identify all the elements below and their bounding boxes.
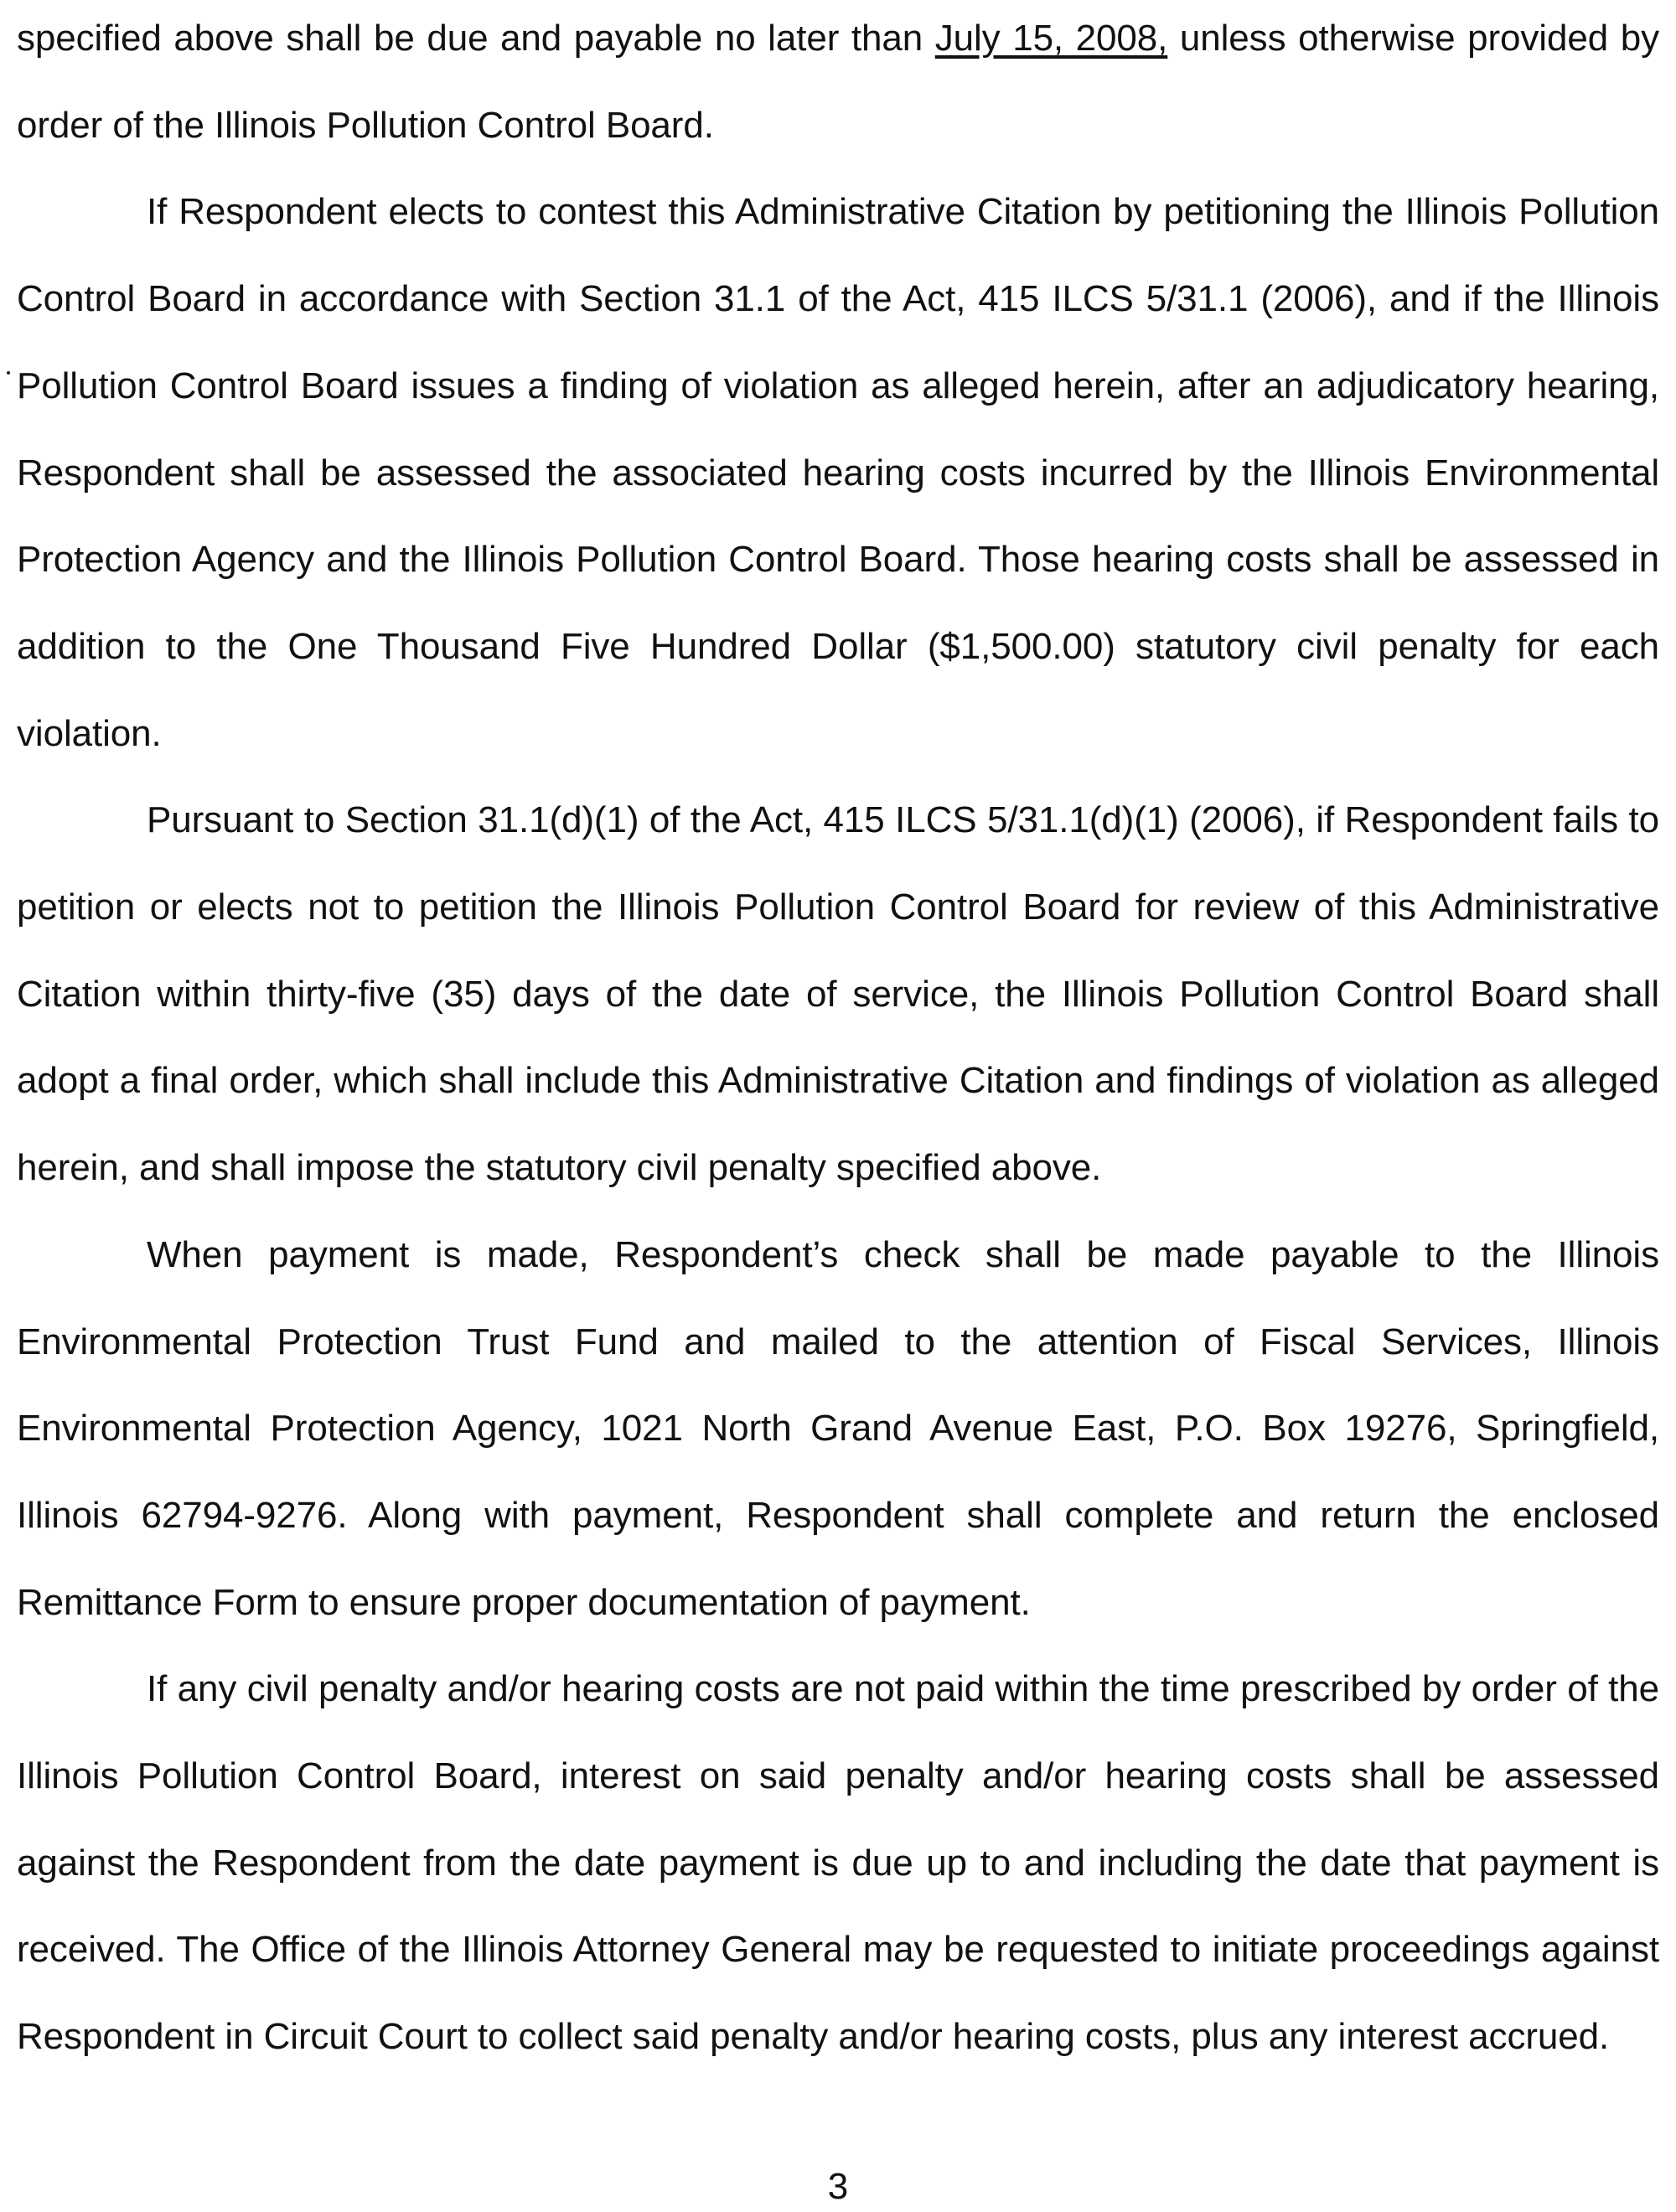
paragraph-payment-due	[17, 0, 1659, 168]
paragraph-text: unless otherwise provided by order of the Illinois Pollution Control Board.	[17, 18, 1659, 146]
page-number: 3	[827, 2166, 849, 2207]
paragraph-contest-citation: If Respondent elects to contest this Administrative Citation by petitioning the Illinois Pollution Control Board in accordance with Section 31.1 of the Act, 415 ILCS 5/31.1 (2006), and if the Illinois Pollution Control Board issues a finding of violation as alleged herein, after an adjudicatory hearing, Respondent shall be assessed the associated hearing costs incurred by the Illinois Environmental Protection Agency and the Illinois Pollution Control Board. Those hearing costs shall be assessed in addition to the One Thousand Five Hundred Dollar ($1,500.00) statutory civil penalty for each violation.	[17, 191, 1659, 754]
paragraph-failure-to-petition: Pursuant to Section 31.1(d)(1) of the Act, 415 ILCS 5/31.1(d)(1) (2006), if Respondent fails to petition or elects not to petition the Illinois Pollution Control Board for review of this Administrative Citation within thirty-five (35) days of the date of service, the Illinois Pollution Control Board shall adopt a final order, which shall include this Administrative Citation and findings of violation as alleged herein, and shall impose the statutory civil penalty specified above.	[17, 799, 1659, 1189]
paragraph-text: specified above shall be due and payable no later than	[17, 18, 935, 59]
paragraph-interest-assessment: If any civil penalty and/or hearing costs are not paid within the time prescribed by order of the Illinois Pollution Control Board, interest on said penalty and/or hearing costs shall be assessed against the Respondent from the date payment is due up to and including the date that payment is received. The Office of the Illinois Attorney General may be requested to initiate proceedings against Respondent in Circuit Court to collect said penalty and/or hearing costs, plus any interest accrued.	[17, 1668, 1659, 2058]
paragraph-payment-instructions: When payment is made, Respondent’s check shall be made payable to the Illinois Environmental Protection Trust Fund and mailed to the attention of Fiscal Services, Illinois Environmental Protection Agency, 1021 North Grand Avenue East, P.O. Box 19276, Springfield, Illinois 62794-9276. Along with payment, Respondent shall complete and return the enclosed Remittance Form to ensure proper documentation of payment.	[17, 1233, 1659, 1623]
due-date: July 15, 2008,	[934, 18, 1168, 59]
stray-mark	[7, 371, 10, 375]
document-body	[17, 0, 1659, 2080]
